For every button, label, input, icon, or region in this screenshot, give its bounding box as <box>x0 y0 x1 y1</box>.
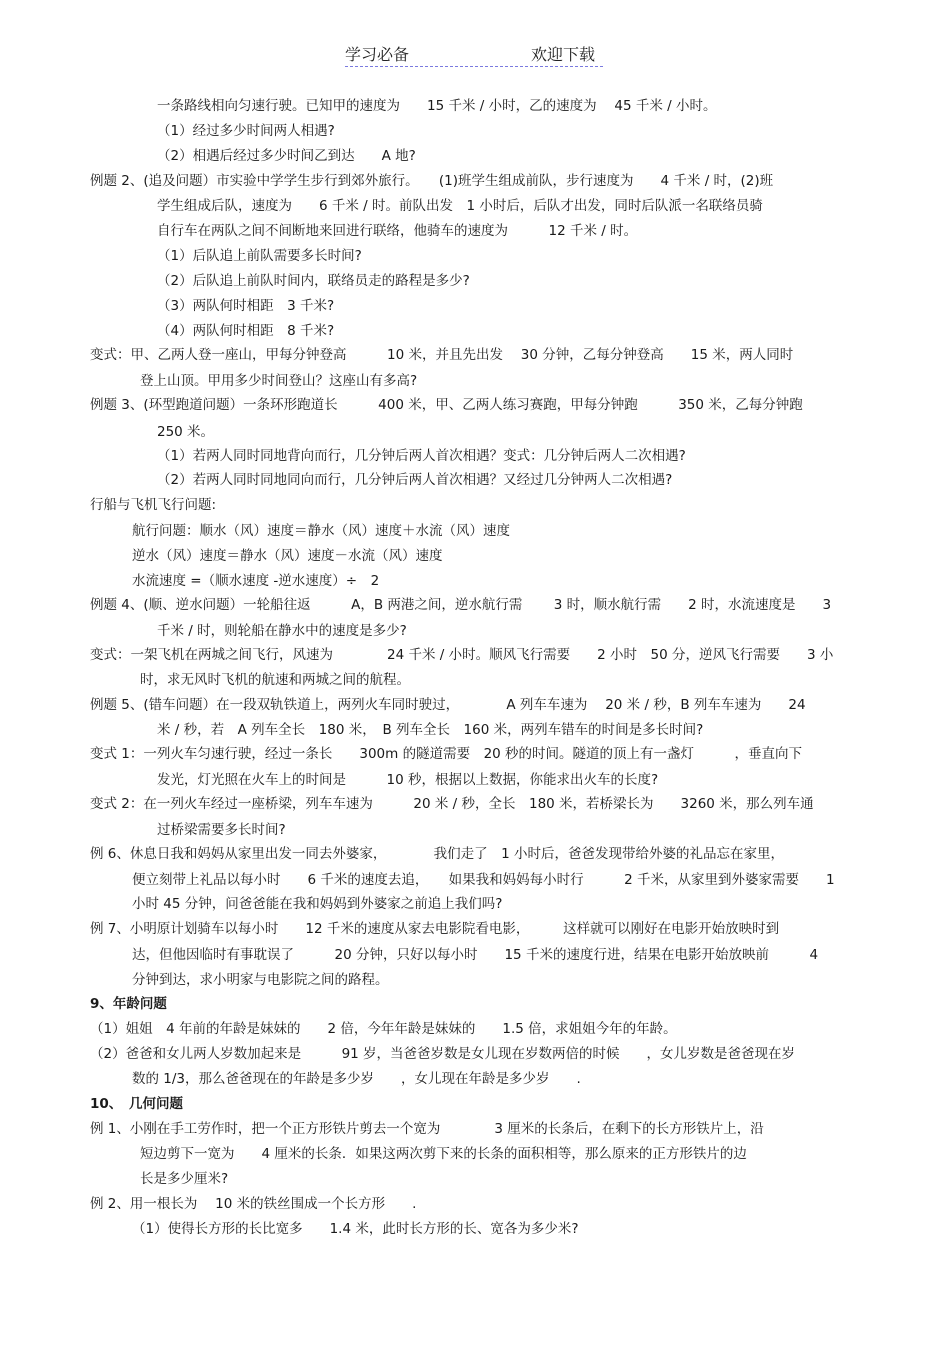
text-line: （1）若两人同时同地背向而行，几分钟后两人首次相遇？变式：几分钟后两人二次相遇? <box>157 448 686 464</box>
text-line: 例 1、小刚在手工劳作时，把一个正方形铁片剪去一个宽为 3 厘米的长条后，在剩下的长方形铁片上，沿 <box>90 1121 764 1137</box>
text-line: 例题 5、(错车问题）在一段双轨铁道上，两列火车同时驶过， A 列车车速为 20 米 / 秒，B 列车车速为 24 <box>90 697 806 713</box>
text-line: 千米 / 时，则轮船在静水中的速度是多少? <box>157 623 407 639</box>
text-line: 例题 2、(追及问题）市实验中学学生步行到郊外旅行。 (1)班学生组成前队，步行速度为 4 千米 / 时，(2)班 <box>90 173 774 189</box>
section-heading: 10、 几何问题 <box>90 1096 184 1112</box>
text-line: （3）两队何时相距 3 千米? <box>157 298 335 314</box>
text-line: 数的 1/3，那么爸爸现在的年龄是多少岁 ，女儿现在年龄是多少岁 . <box>132 1071 581 1087</box>
header-left-text: 学习必备 <box>345 45 410 64</box>
text-line: （2）相遇后经过多少时间乙到达 A 地? <box>157 148 416 164</box>
text-line: 长是多少厘米? <box>140 1171 229 1187</box>
text-line: 例 7、小明原计划骑车以每小时 12 千米的速度从家去电影院看电影， 这样就可以刚好在电影开始放映时到 <box>90 921 780 937</box>
text-line: 250 米。 <box>157 424 215 440</box>
text-line: （1）经过多少时间两人相遇? <box>157 123 335 139</box>
text-line: 发光，灯光照在火车上的时间是 10 秒，根据以上数据，你能求出火车的长度? <box>157 772 659 788</box>
text-line: 例题 3、(环型跑道问题）一条环形跑道长 400 米，甲、乙两人练习赛跑，甲每分钟跑 350 米，乙每分钟跑 <box>90 397 803 413</box>
text-line: 自行车在两队之间不间断地来回进行联络，他骑车的速度为 12 千米 / 时。 <box>157 223 638 239</box>
text-line: 时，求无风时飞机的航速和两城之间的航程。 <box>140 672 410 688</box>
text-line: 过桥梁需要多长时间? <box>157 822 286 838</box>
text-line: 学生组成后队，速度为 6 千米 / 时。前队出发 1 小时后，后队才出发，同时后队派一名联络员骑 <box>157 198 763 214</box>
text-line: 短边剪下一宽为 4 厘米的长条．如果这两次剪下来的长条的面积相等，那么原来的正方形铁片的边 <box>140 1146 747 1162</box>
text-line: 达，但他因临时有事耽误了 20 分钟，只好以每小时 15 千米的速度行进，结果在电影开始放映前 4 <box>132 947 819 963</box>
text-line: （1）姐姐 4 年前的年龄是妹妹的 2 倍，今年年龄是妹妹的 1.5 倍，求姐姐今年的年龄。 <box>90 1021 677 1037</box>
page-header <box>345 42 603 67</box>
text-line: 例题 4、(顺、逆水问题）一轮船往返 A，B 两港之间，逆水航行需 3 时，顺水航行需 2 时，水流速度是 3 <box>90 597 832 613</box>
text-line: 米 / 秒，若 A 列车全长 180 米， B 列车全长 160 米，两列车错车的时间是多长时间? <box>157 722 704 738</box>
text-line: 水流速度 =（顺水速度 -逆水速度）÷ 2 <box>132 573 380 589</box>
text-line: 变式 1：一列火车匀速行驶，经过一条长 300m 的隧道需要 20 秒的时间。隧道的顶上有一盏灯 ，垂直向下 <box>90 746 803 762</box>
text-line: 例 6、休息日我和妈妈从家里出发一同去外婆家， 我们走了 1 小时后，爸爸发现带给外婆的礼品忘在家里， <box>90 846 785 862</box>
text-line: 分钟到达，求小明家与电影院之间的路程。 <box>132 972 389 988</box>
text-line: （2）爸爸和女儿两人岁数加起来是 91 岁，当爸爸岁数是女儿现在岁数两倍的时候 ，女儿岁数是爸爸现在岁 <box>90 1046 796 1062</box>
text-line: （1）后队追上前队需要多长时间? <box>157 248 362 264</box>
text-line: 变式：一架飞机在两城之间飞行，风速为 24 千米 / 小时。顺风飞行需要 2 小时 50 分，逆风飞行需要 3 小 <box>90 647 834 663</box>
text-line: 逆水（风）速度＝静水（风）速度－水流（风）速度 <box>132 548 443 564</box>
text-line: 登上山顶。甲用多少时间登山？这座山有多高? <box>140 373 418 389</box>
header-right-text: 欢迎下载 <box>531 45 596 64</box>
section-heading: 9、年龄问题 <box>90 996 167 1012</box>
text-line: 变式：甲、乙两人登一座山，甲每分钟登高 10 米，并且先出发 30 分钟，乙每分钟登高 15 米，两人同时 <box>90 347 794 363</box>
text-line: （4）两队何时相距 8 千米? <box>157 323 335 339</box>
text-line: 一条路线相向匀速行驶。已知甲的速度为 15 千米 / 小时，乙的速度为 45 千米 / 小时。 <box>157 98 717 114</box>
text-line: （2）若两人同时同地同向而行，几分钟后两人首次相遇？又经过几分钟两人二次相遇? <box>157 472 673 488</box>
text-line: 航行问题：顺水（风）速度＝静水（风）速度＋水流（风）速度 <box>132 523 510 539</box>
text-line: 例 2、用一根长为 10 米的铁丝围成一个长方形 . <box>90 1196 417 1212</box>
text-line: 行船与飞机飞行问题: <box>90 497 217 513</box>
text-line: 小时 45 分钟，问爸爸能在我和妈妈到外婆家之前追上我们吗? <box>132 896 503 912</box>
text-line: （2）后队追上前队时间内，联络员走的路程是多少? <box>157 273 470 289</box>
text-line: 变式 2：在一列火车经过一座桥梁，列车车速为 20 米 / 秒，全长 180 米，若桥梁长为 3260 米，那么列车通 <box>90 796 814 812</box>
text-line: （1）使得长方形的长比宽多 1.4 米，此时长方形的长、宽各为多少米? <box>132 1221 579 1237</box>
text-line: 便立刻带上礼品以每小时 6 千米的速度去追， 如果我和妈妈每小时行 2 千米，从家里到外婆家需要 1 <box>132 872 835 888</box>
